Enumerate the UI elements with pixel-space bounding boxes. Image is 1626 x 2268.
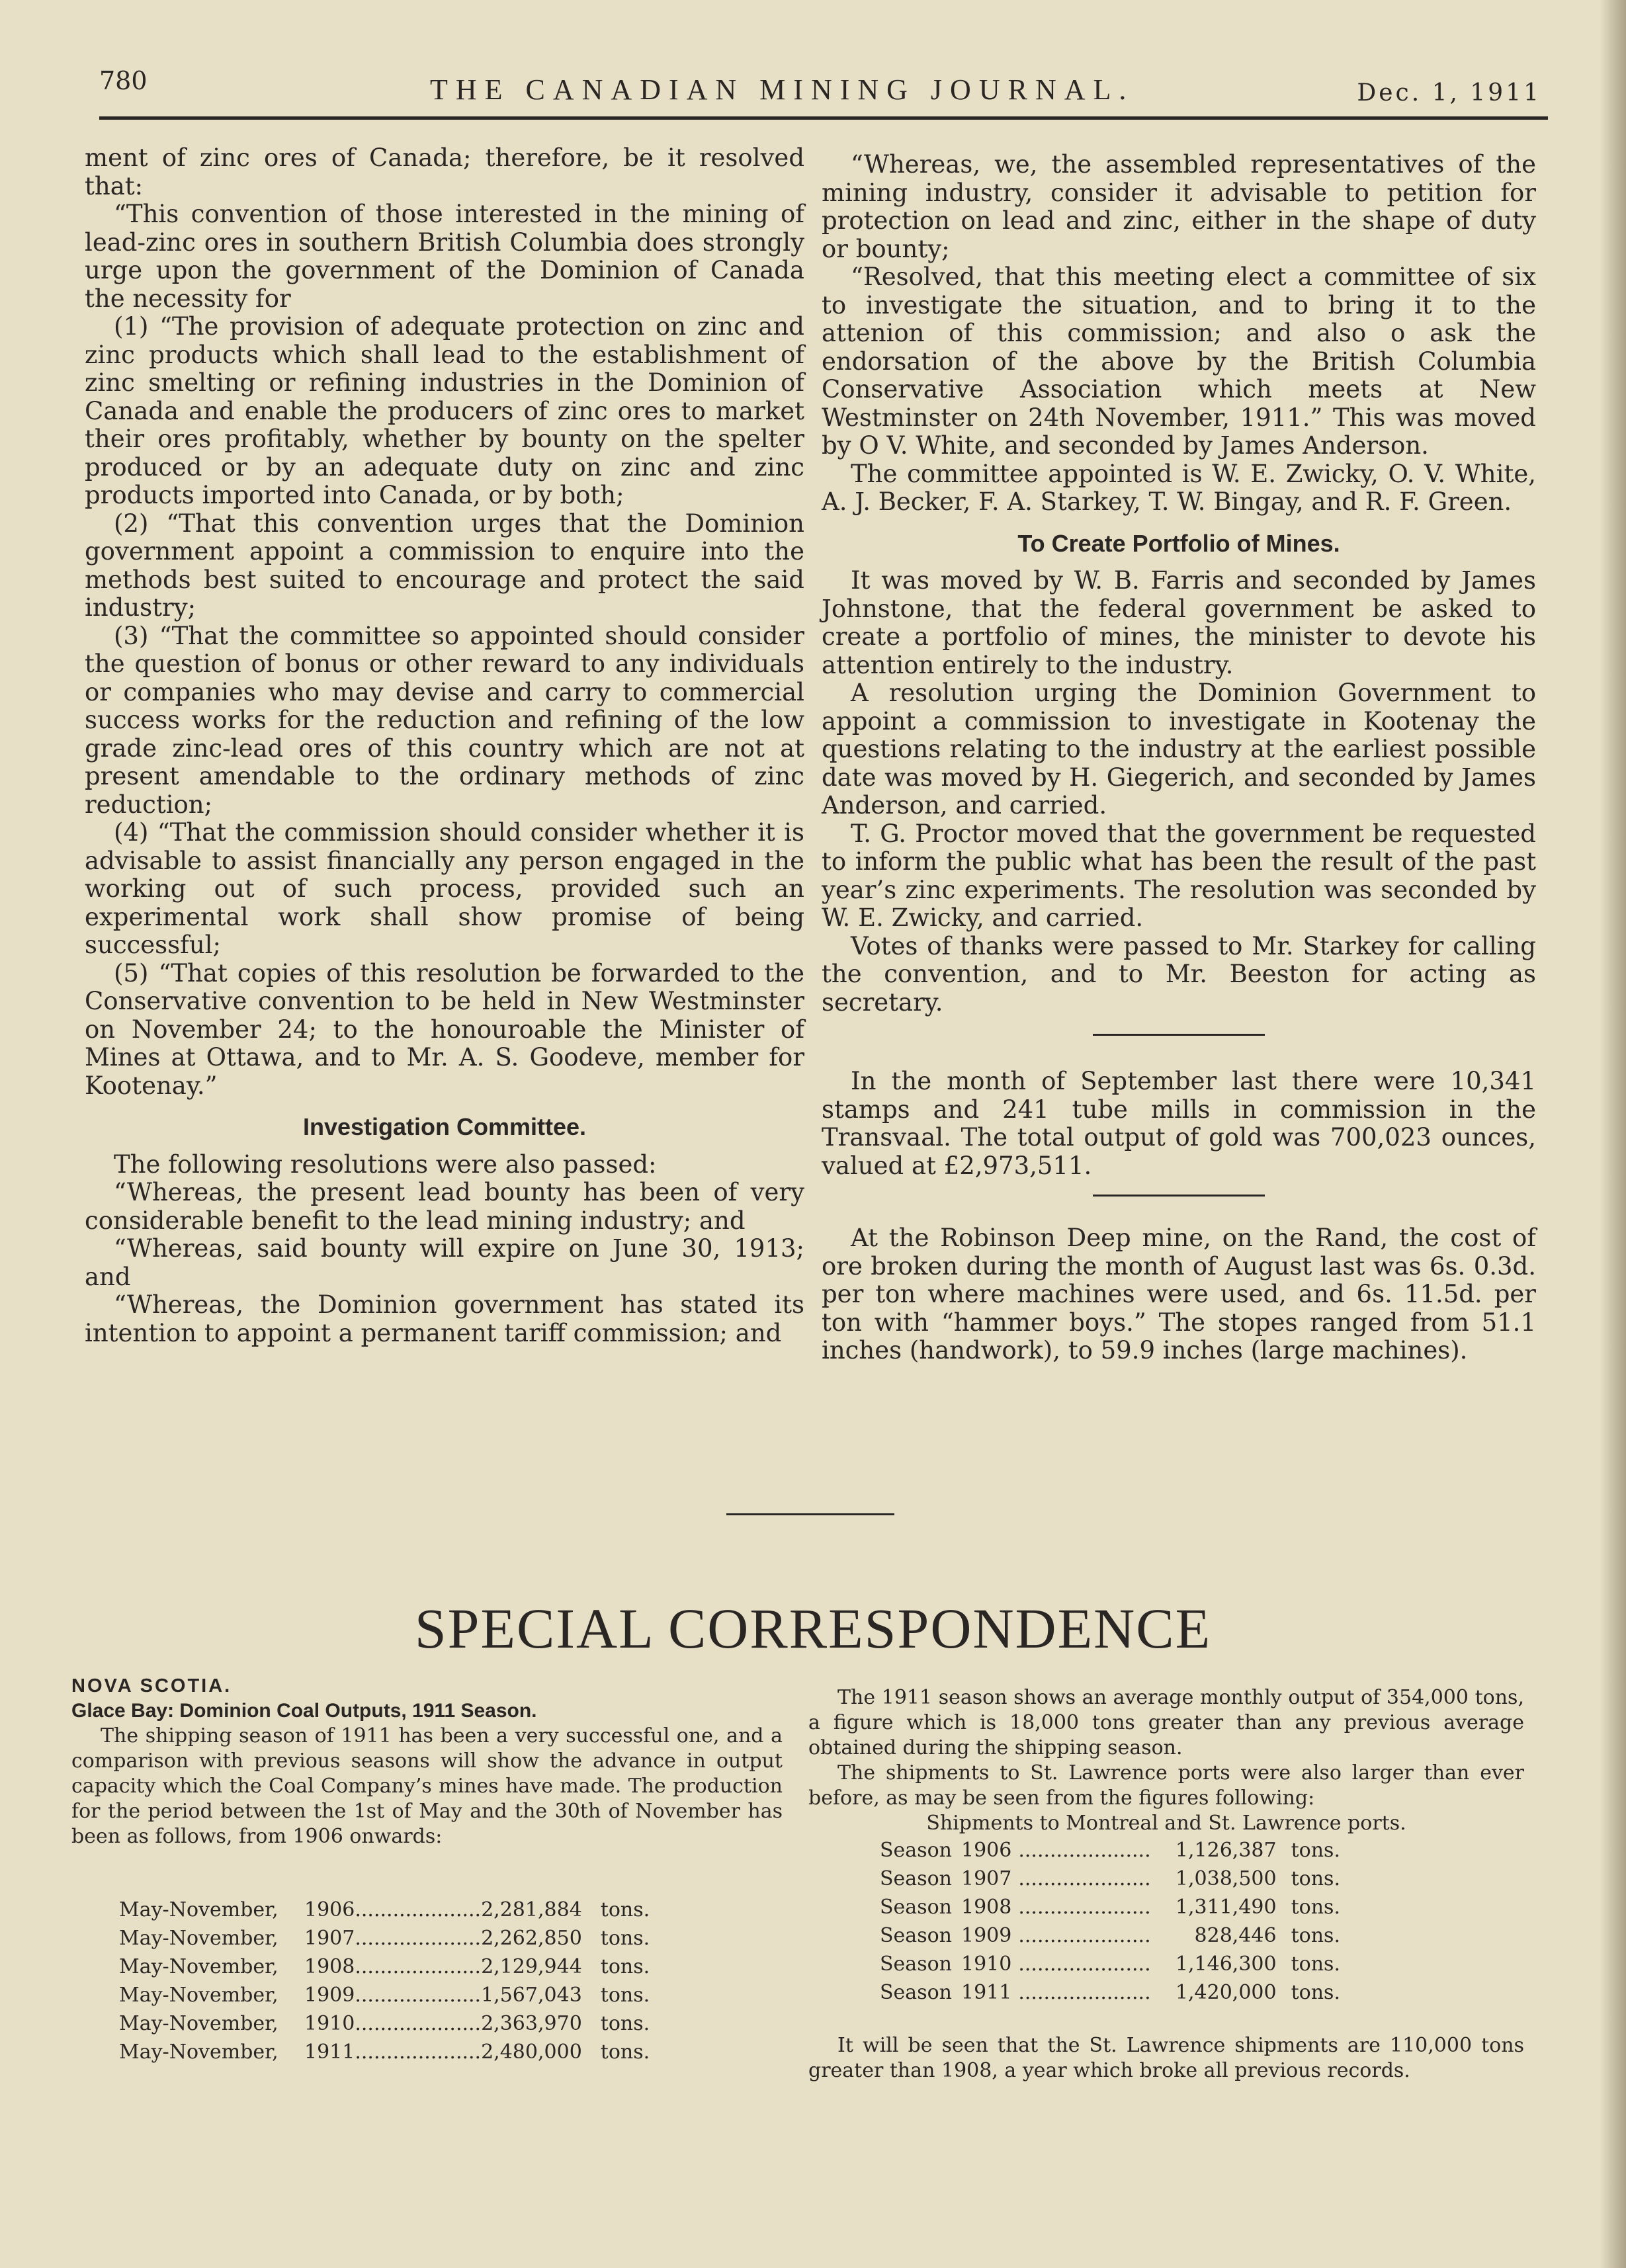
- value-cell: 2,281,884: [481, 1898, 582, 1921]
- table-row: [880, 1865, 1340, 1893]
- table-row: [880, 1893, 1340, 1921]
- dot-leader: .....................: [1018, 1924, 1151, 1947]
- period-cell: May-November,: [119, 1984, 278, 2007]
- year-cell: 1907: [304, 1927, 355, 1950]
- page-edge-shadow: [1600, 0, 1626, 2268]
- dot-leader: .....................: [1018, 1953, 1151, 1976]
- paragraph: The shipping season of 1911 has been a very successful one, and a comparison with previous seasons will show the advance in output capacity which the Coal Company’s mines have made. The production for the period between the 1st of May and the 30th of November has been as follows, from 1906 onwards:: [71, 1724, 783, 1848]
- year-cell: 1911: [304, 2040, 355, 2064]
- value-cell: 1,567,043: [481, 1984, 582, 2007]
- paragraph: The following resolutions were also passed:: [114, 1150, 657, 1179]
- paragraph: (4) “That the commission should consider whether it is advisable to assist financially any person engaged in the working out of such process, provided such an experimental work shall show promise of being successful;: [85, 818, 804, 959]
- value-cell: 1,146,300: [1175, 1953, 1277, 1976]
- table-row: [880, 1921, 1340, 1950]
- unit-cell: tons.: [1291, 1839, 1340, 1862]
- header-rule: [99, 116, 1548, 120]
- table-row: [119, 1896, 650, 1924]
- value-cell: 2,363,970: [481, 2012, 582, 2035]
- unit-cell: tons.: [600, 2040, 650, 2064]
- value-cell: 828,446: [1194, 1924, 1277, 1947]
- paragraph: ment of zinc ores of Canada; therefore, be it resolved that:: [85, 144, 804, 200]
- left-column: [85, 144, 804, 1347]
- unit-cell: tons.: [1291, 1896, 1340, 1919]
- paragraph: “Whereas, said bounty will expire on June 30, 1913; and: [85, 1234, 804, 1291]
- section-heading-portfolio: To Create Portfolio of Mines.: [1017, 529, 1340, 557]
- table-row: [119, 1953, 650, 1981]
- paragraph: (2) “That this convention urges that the Dominion government appoint a commission to enquire into the methods best suited to encourage and protect the said industry;: [85, 509, 804, 622]
- year-cell: 1907: [961, 1867, 1012, 1890]
- label-cell: Season: [880, 1924, 952, 1947]
- year-cell: 1908: [304, 1955, 355, 1978]
- year-cell: 1906: [961, 1839, 1012, 1862]
- paragraph: T. G. Proctor moved that the government be requested to inform the public what has been the result of the past year’s zinc experiments. The resolution was seconded by W. E. Zwicky, and carried.: [822, 819, 1536, 932]
- paragraph: Votes of thanks were passed to Mr. Starkey for calling the convention, and to Mr. Beeston for acting as secretary.: [822, 931, 1536, 1017]
- table-row: [880, 1836, 1340, 1865]
- value-cell: 2,262,850: [481, 1927, 582, 1950]
- label-cell: Season: [880, 1981, 952, 2004]
- sub-heading: Glace Bay: Dominion Coal Outputs, 1911 Season.: [71, 1700, 537, 1722]
- paragraph: “This convention of those interested in the mining of lead-zinc ores in southern British Columbia does strongly urge upon the government of the Dominion of Canada the necessity for: [85, 200, 804, 313]
- divider-rule: [1093, 1195, 1265, 1197]
- period-cell: May-November,: [119, 1955, 278, 1978]
- journal-title: THE CANADIAN MINING JOURNAL.: [430, 73, 1134, 106]
- unit-cell: tons.: [600, 1898, 650, 1921]
- unit-cell: tons.: [1291, 1981, 1340, 2004]
- paragraph: It was moved by W. B. Farris and seconded by James Johnstone, that the federal government be asked to create a portfolio of mines, the minister to devote his attention entirely to the industry.: [822, 566, 1536, 679]
- unit-cell: tons.: [600, 1955, 650, 1978]
- period-cell: May-November,: [119, 2040, 278, 2064]
- section-heading-investigation: Investigation Committee.: [302, 1113, 587, 1140]
- paragraph: At the Robinson Deep mine, on the Rand, the cost of ore broken during the month of August last was 6s. 0.3d. per ton where machines were used, and 6s. 11.5d. per ton with “hammer boys.” The stopes ranged from 51.1 inches (handwork), to 59.9 inches (large machines).: [822, 1224, 1536, 1365]
- year-cell: 1908: [961, 1896, 1012, 1919]
- nova-scotia-column: [71, 1673, 783, 2066]
- table-row: [880, 1978, 1340, 2007]
- dot-leader: ....................: [355, 1898, 482, 1921]
- dot-leader: .....................: [1018, 1867, 1151, 1890]
- dot-leader: .....................: [1018, 1981, 1151, 2004]
- paragraph: It will be seen that the St. Lawrence shipments are 110,000 tons greater than 1908, a year which broke all previous records.: [808, 2034, 1524, 2082]
- dot-leader: ....................: [355, 1955, 482, 1978]
- unit-cell: tons.: [600, 1984, 650, 2007]
- table-row: [119, 2038, 650, 2066]
- unit-cell: tons.: [1291, 1953, 1340, 1976]
- dot-leader: .....................: [1018, 1896, 1151, 1919]
- label-cell: Season: [880, 1867, 952, 1890]
- year-cell: 1909: [304, 1984, 355, 2007]
- page-number: 780: [99, 66, 148, 95]
- table-row: [880, 1950, 1340, 1978]
- year-cell: 1910: [304, 2012, 355, 2035]
- paragraph: In the month of September last there were 10,341 stamps and 241 tube mills in commission in the Transvaal. The total output of gold was 700,023 ounces, valued at £2,973,511.: [822, 1067, 1536, 1180]
- table-row: [119, 1981, 650, 2009]
- paragraph: (1) “The provision of adequate protection on zinc and zinc products which shall lead to the establishment of zinc smelting or refining industries in the Dominion of Canada and enable the producers of zinc ores to market their ores profitably, whether by bounty on the spelter produced or by an adequate duty on zinc and zinc products imported into Canada, or by both;: [85, 312, 804, 509]
- label-cell: Season: [880, 1896, 952, 1919]
- year-cell: 1910: [961, 1953, 1012, 1976]
- paragraph: (3) “That the committee so appointed should consider the question of bonus or other reward to any individuals or companies who may devise and carry to commercial success works for the reduction and refining of the low grade zinc-lead ores of this country which are not at present amendable to the ordinary methods of zinc reduction;: [85, 621, 804, 819]
- region-heading: NOVA SCOTIA.: [71, 1675, 232, 1697]
- unit-cell: tons.: [600, 2012, 650, 2035]
- period-cell: May-November,: [119, 1927, 278, 1950]
- coal-output-table: [119, 1896, 650, 2066]
- paragraph: “Whereas, we, the assembled representatives of the mining industry, consider it advisable to petition for protection on lead and zinc, either in the shape of duty or bounty;: [822, 150, 1536, 263]
- period-cell: May-November,: [119, 1898, 278, 1921]
- year-cell: 1911: [961, 1981, 1012, 2004]
- paragraph: The 1911 season shows an average monthly output of 354,000 tons, a figure which is 18,000 tons greater than any previous average obtained during the shipping season.: [808, 1686, 1524, 1759]
- paragraph: The committee appointed is W. E. Zwicky, O. V. White, A. J. Becker, F. A. Starkey, T. W. Bingay, and R. F. Green.: [822, 459, 1536, 516]
- paragraph: A resolution urging the Dominion Government to appoint a commission to investigate in Kootenay the questions relating to the industry at the earliest possible date was moved by H. Giegerich, and seconded by James Anderson, and carried.: [822, 679, 1536, 819]
- table-row: [119, 1924, 650, 1953]
- value-cell: 1,311,490: [1175, 1896, 1277, 1919]
- unit-cell: tons.: [1291, 1867, 1340, 1890]
- label-cell: Season: [880, 1953, 952, 1976]
- paragraph: “Resolved, that this meeting elect a committee of six to investigate the situation, and to bring it to the attenion of this commission; and also o ask the endorsation of the above by the British Columbia Conservative Association which meets at New Westminster on 24th November, 1911.” This was moved by O V. White, and seconded by James Anderson.: [822, 263, 1536, 460]
- value-cell: 2,129,944: [481, 1955, 582, 1978]
- dot-leader: ....................: [355, 1927, 482, 1950]
- paragraph: The shipments to St. Lawrence ports were also larger than ever before, as may be seen from the figures following:: [808, 1761, 1524, 1810]
- table-row: [119, 2009, 650, 2038]
- value-cell: 1,126,387: [1175, 1839, 1277, 1862]
- value-cell: 2,480,000: [481, 2040, 582, 2064]
- right-column: [822, 151, 1536, 1365]
- dot-leader: ....................: [355, 2040, 482, 2064]
- dot-leader: .....................: [1018, 1839, 1151, 1862]
- st-lawrence-column: [808, 1685, 1524, 2083]
- paragraph: “Whereas, the Dominion government has stated its intention to appoint a permanent tariff commission; and: [85, 1290, 804, 1347]
- paragraph: “Whereas, the present lead bounty has been of very considerable benefit to the lead mining industry; and: [85, 1178, 804, 1235]
- year-cell: 1906: [304, 1898, 355, 1921]
- period-cell: May-November,: [119, 2012, 278, 2035]
- section-divider-rule: [726, 1513, 894, 1515]
- special-correspondence-title: SPECIAL CORRESPONDENCE: [414, 1597, 1212, 1660]
- label-cell: Season: [880, 1839, 952, 1862]
- shipments-table: [880, 1836, 1340, 2007]
- unit-cell: tons.: [1291, 1924, 1340, 1947]
- issue-date: Dec. 1, 1911: [1357, 79, 1541, 106]
- divider-rule: [1093, 1034, 1265, 1036]
- value-cell: 1,420,000: [1175, 1981, 1277, 2004]
- page-header: [99, 66, 1548, 119]
- dot-leader: ....................: [355, 2012, 482, 2035]
- shipments-heading: Shipments to Montreal and St. Lawrence ports.: [926, 1812, 1406, 1835]
- dot-leader: ....................: [355, 1984, 482, 2007]
- unit-cell: tons.: [600, 1927, 650, 1950]
- paragraph: (5) “That copies of this resolution be forwarded to the Conservative convention to be held in New Westminster on November 24; to the honouroable the Minister of Mines at Ottawa, and to Mr. A. S. Goodeve, member for Kootenay.”: [85, 958, 804, 1100]
- value-cell: 1,038,500: [1175, 1867, 1277, 1890]
- year-cell: 1909: [961, 1924, 1012, 1947]
